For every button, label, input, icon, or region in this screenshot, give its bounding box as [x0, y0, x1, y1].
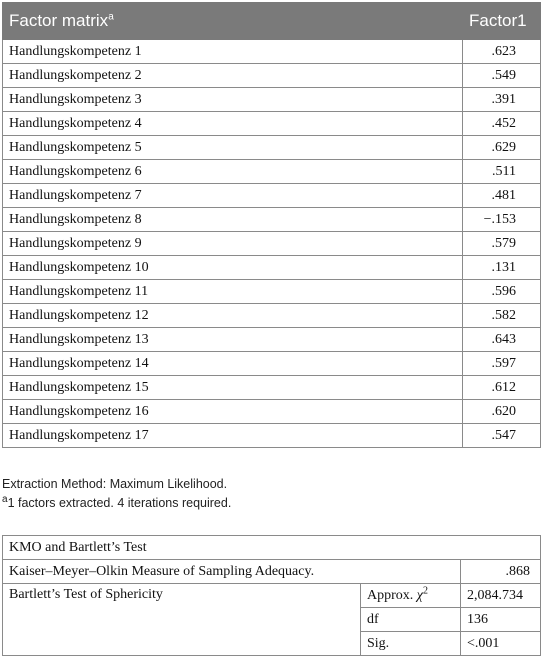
item-label: Handlungskompetenz 14 — [3, 352, 463, 376]
table-row — [3, 88, 541, 112]
table-row — [3, 328, 541, 352]
chi-exponent: 2 — [422, 584, 428, 596]
df-label: df — [361, 608, 461, 632]
factor-loading-value: .131 — [463, 256, 541, 280]
table-row — [3, 208, 541, 232]
chi-square-label-text: Approx. — [367, 587, 417, 603]
chi-square-label — [361, 584, 461, 608]
item-label: Handlungskompetenz 13 — [3, 328, 463, 352]
factor-loading-value: .643 — [463, 328, 541, 352]
table-row — [3, 424, 541, 448]
sig-value: <.001 — [461, 632, 541, 656]
table-row — [3, 256, 541, 280]
factor-loading-value: −.153 — [463, 208, 541, 232]
item-label: Handlungskompetenz 12 — [3, 304, 463, 328]
item-label: Handlungskompetenz 7 — [3, 184, 463, 208]
item-label: Handlungskompetenz 2 — [3, 64, 463, 88]
table-row — [3, 40, 541, 64]
factor-loading-value: .549 — [463, 64, 541, 88]
table-row — [3, 160, 541, 184]
factor-matrix-title — [3, 3, 463, 40]
factor-matrix-table — [2, 2, 541, 448]
table-row — [3, 184, 541, 208]
factor-loading-value: .612 — [463, 376, 541, 400]
kmo-title: KMO and Bartlett’s Test — [3, 536, 541, 560]
extraction-method-note: Extraction Method: Maximum Likelihood. — [2, 477, 228, 491]
item-label: Handlungskompetenz 15 — [3, 376, 463, 400]
factor-loading-value: .511 — [463, 160, 541, 184]
factors-footnote — [2, 494, 540, 513]
table-row — [3, 400, 541, 424]
kmo-measure-label: Kaiser–Meyer–Olkin Measure of Sampling Adequacy. — [3, 560, 461, 584]
factor-loading-value: .582 — [463, 304, 541, 328]
item-label: Handlungskompetenz 8 — [3, 208, 463, 232]
factor-loading-value: .579 — [463, 232, 541, 256]
sig-label: Sig. — [361, 632, 461, 656]
chi-square-value: 2,084.734 — [461, 584, 541, 608]
factor1-column-header: Factor1 — [463, 3, 541, 40]
factor-loading-value: .547 — [463, 424, 541, 448]
table-row — [3, 112, 541, 136]
factor-loading-value: .452 — [463, 112, 541, 136]
table-row — [3, 376, 541, 400]
factor-loading-value: .620 — [463, 400, 541, 424]
factor-matrix-title-footnote-marker: a — [108, 11, 114, 23]
table-row — [3, 352, 541, 376]
factor-loading-value: .597 — [463, 352, 541, 376]
bartlett-chi-row — [3, 584, 541, 608]
bartlett-label: Bartlett’s Test of Sphericity — [3, 584, 361, 656]
df-value: 136 — [461, 608, 541, 632]
factor-loading-value: .481 — [463, 184, 541, 208]
item-label: Handlungskompetenz 17 — [3, 424, 463, 448]
item-label: Handlungskompetenz 16 — [3, 400, 463, 424]
item-label: Handlungskompetenz 5 — [3, 136, 463, 160]
kmo-bartlett-table — [2, 535, 541, 656]
kmo-measure-row — [3, 560, 541, 584]
item-label: Handlungskompetenz 6 — [3, 160, 463, 184]
kmo-title-row — [3, 536, 541, 560]
factor-loading-value: .391 — [463, 88, 541, 112]
factor-loading-value: .623 — [463, 40, 541, 64]
table-row — [3, 280, 541, 304]
footnote-text: 1 factors extracted. 4 iterations required. — [7, 496, 232, 510]
footnote-marker: a — [2, 493, 8, 505]
table-row — [3, 64, 541, 88]
table-notes — [2, 475, 540, 513]
table-row — [3, 136, 541, 160]
kmo-measure-value: .868 — [461, 560, 541, 584]
table-row — [3, 304, 541, 328]
item-label: Handlungskompetenz 4 — [3, 112, 463, 136]
item-label: Handlungskompetenz 9 — [3, 232, 463, 256]
item-label: Handlungskompetenz 1 — [3, 40, 463, 64]
factor-loading-value: .596 — [463, 280, 541, 304]
factor-matrix-body — [3, 40, 541, 448]
item-label: Handlungskompetenz 11 — [3, 280, 463, 304]
factor-matrix-title-text: Factor matrix — [9, 11, 109, 30]
factor-matrix-header-row — [3, 3, 541, 40]
table-row — [3, 232, 541, 256]
factor-loading-value: .629 — [463, 136, 541, 160]
item-label: Handlungskompetenz 3 — [3, 88, 463, 112]
item-label: Handlungskompetenz 10 — [3, 256, 463, 280]
chi-symbol: χ — [416, 587, 423, 603]
